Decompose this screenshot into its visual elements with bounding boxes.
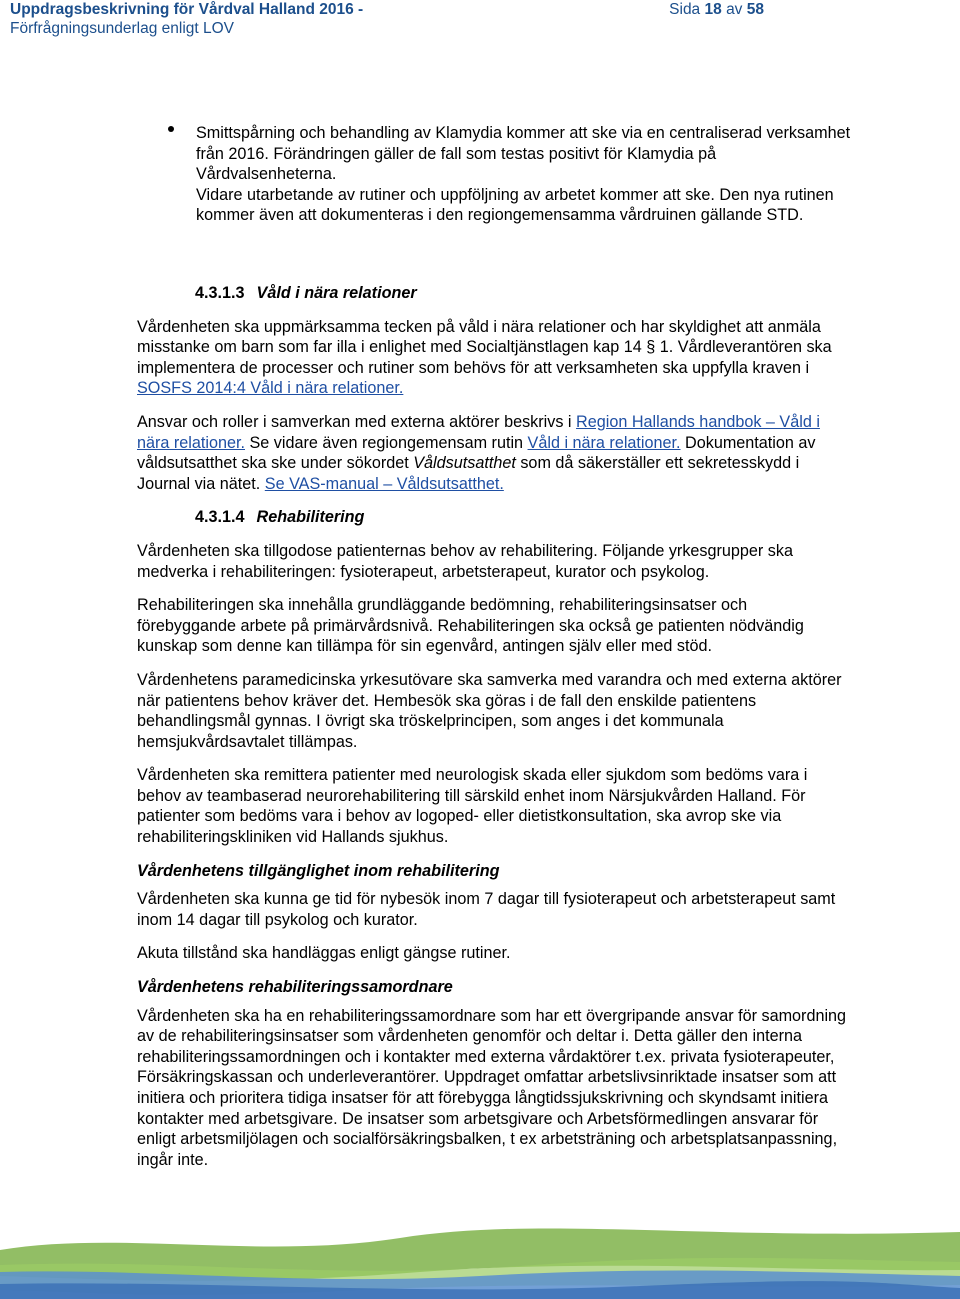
subheading-availability: Vårdenhetens tillgänglighet inom rehabilitering <box>137 861 500 880</box>
link-regional-routine[interactable]: Våld i nära relationer. <box>527 433 681 452</box>
document-title-line1: Uppdragsbeskrivning för Vårdval Halland 2016 - <box>10 1 364 18</box>
paragraph-rehab-3: Vårdenhetens paramedicinska yrkesutövare ska samverka med varandra och med externa aktörer när patientens behov kräver det. Hembesök ska göras i de fall den enskilde patientens behandlingsmål gynnas. I övrigt ska tröskelprincipen, som anges i det kommunala hemsjukvårdsavtalet tillämpas. <box>137 670 842 751</box>
bullet-text-2: Vidare utarbetande av rutiner och uppföljning av arbetet kommer att ske. Den nya rutinen kommer även att dokumenteras i den regiongemensamma vårdruinen gällande STD. <box>196 185 834 225</box>
section-heading-rehab <box>137 507 847 528</box>
keyword: Våldsutsatthet <box>413 454 516 473</box>
link-sosfs[interactable]: SOSFS 2014:4 Våld i nära relationer. <box>137 379 404 398</box>
footer-decoration <box>0 1210 960 1299</box>
section-title: Våld i nära relationer <box>256 284 417 302</box>
page-total: 58 <box>746 1 764 18</box>
bullet-icon <box>168 126 174 132</box>
link-region-handbook[interactable]: Region Hallands handbok – Våld i nära relationer. <box>137 412 820 452</box>
page-of: av <box>726 1 743 18</box>
section-number: 4.3.1.3 <box>195 284 245 302</box>
page-prefix: Sida <box>669 1 701 18</box>
bullet-text-1: Smittspårning och behandling av Klamydia kommer att ske via en centraliserad verksamhet från 2016. Förändringen gäller de fall som testas positivt för Klamydia på Vårdvalsenheterna. <box>196 124 851 184</box>
page-header <box>0 0 960 40</box>
paragraph-coordinator: Vårdenheten ska ha en rehabiliteringssamordnare som har ett övergripande ansvar för samordning av de rehabiliteringsinsatser som vårdenheten genomför och deltar i. Detta gäller den interna rehabiliteringssamordningen och i kontakter med externa vårdaktörer t.ex. privata fysioterapeuter, Försäkringskassan och underleverantörer. Uppdraget omfattar arbetslivsinriktade insatser som att initiera och prioritera tidiga insatser för att förebygga långtidssjukskrivning och skyndsamt initiera kontakter med arbetsgivare. De insatser som arbetsgivare och Arbetsförmedlingen ansvarar för enligt arbetsmiljölagen och socialförsäkringsbalken, t ex arbetsträning och arbetsplatsanpassning, ingår inte. <box>137 1006 847 1169</box>
paragraph-rehab-2: Rehabiliteringen ska innehålla grundläggande bedömning, rehabiliteringsinsatser och förebyggande arbete på primärvårdsnivå. Rehabiliteringen ska också ge patienten nödvändig kunskap som denne kan tillämpa för sin egenvård, antingen själv eller med stöd. <box>137 596 804 656</box>
bullet-item <box>196 123 856 226</box>
paragraph-rehab-4: Vårdenheten ska remittera patienter med neurologisk skada eller sjukdom som bedöms vara i behov av teambaserad neurorehabilitering till särskild enhet inom Närsjukvården Halland. För patienter som bedöms vara i behov av logoped- eller dietistkonsultation, ska avrop ske via rehabiliteringskliniken vid Hallands sjukhus. <box>137 766 808 847</box>
page-number: 18 <box>704 1 722 18</box>
paragraph-violence-1 <box>137 317 847 399</box>
document-title-line2: Förfrågningsunderlag enligt LOV <box>10 20 235 37</box>
paragraph-text: Ansvar och roller i samverkan med externa aktörer beskrivs i <box>137 412 577 431</box>
paragraph-text: som då säkerställer ett sekretesskydd i Journal via nätet. <box>137 454 800 493</box>
subheading-coordinator: Vårdenhetens rehabiliteringssamordnare <box>137 978 453 997</box>
footer-brush-graphic <box>0 1210 960 1299</box>
link-vas-manual[interactable]: Se VAS-manual – Våldsutsatthet. <box>264 474 504 493</box>
paragraph-text: Se vidare även regiongemensam rutin <box>245 433 528 452</box>
section-number: 4.3.1.4 <box>195 508 245 527</box>
paragraph-rehab-1: Vårdenheten ska tillgodose patienternas behov av rehabilitering. Följande yrkesgrupper ska medverka i rehabiliteringen: fysioterapeut, arbetsterapeut, kurator och psykolog. <box>137 541 793 581</box>
paragraph-availability-1: Vårdenheten ska kunna ge tid för nybesök inom 7 dagar till fysioterapeut och arbetsterapeut samt inom 14 dagar till psykolog och kurator. <box>137 890 836 929</box>
paragraph-text: Dokumentation av våldsutsatthet ska ske under sökordet <box>137 433 816 473</box>
main-content <box>137 283 847 1183</box>
page-indicator <box>669 0 764 19</box>
paragraph-availability-2: Akuta tillstånd ska handläggas enligt gängse rutiner. <box>137 944 511 963</box>
paragraph-violence-2 <box>137 412 847 494</box>
section-heading-violence <box>137 283 847 304</box>
section-title: Rehabilitering <box>256 508 365 527</box>
paragraph-text: Vårdenheten ska uppmärksamma tecken på våld i nära relationer och har skyldighet att anmäla misstanke om barn som far illa i enlighet med Socialtjänstlagen kap 14 § 1. Vårdleverantören ska implementera de processer och rutiner som behövs för att verksamheten ska uppfylla kraven i <box>137 317 832 377</box>
document-title <box>10 0 363 38</box>
